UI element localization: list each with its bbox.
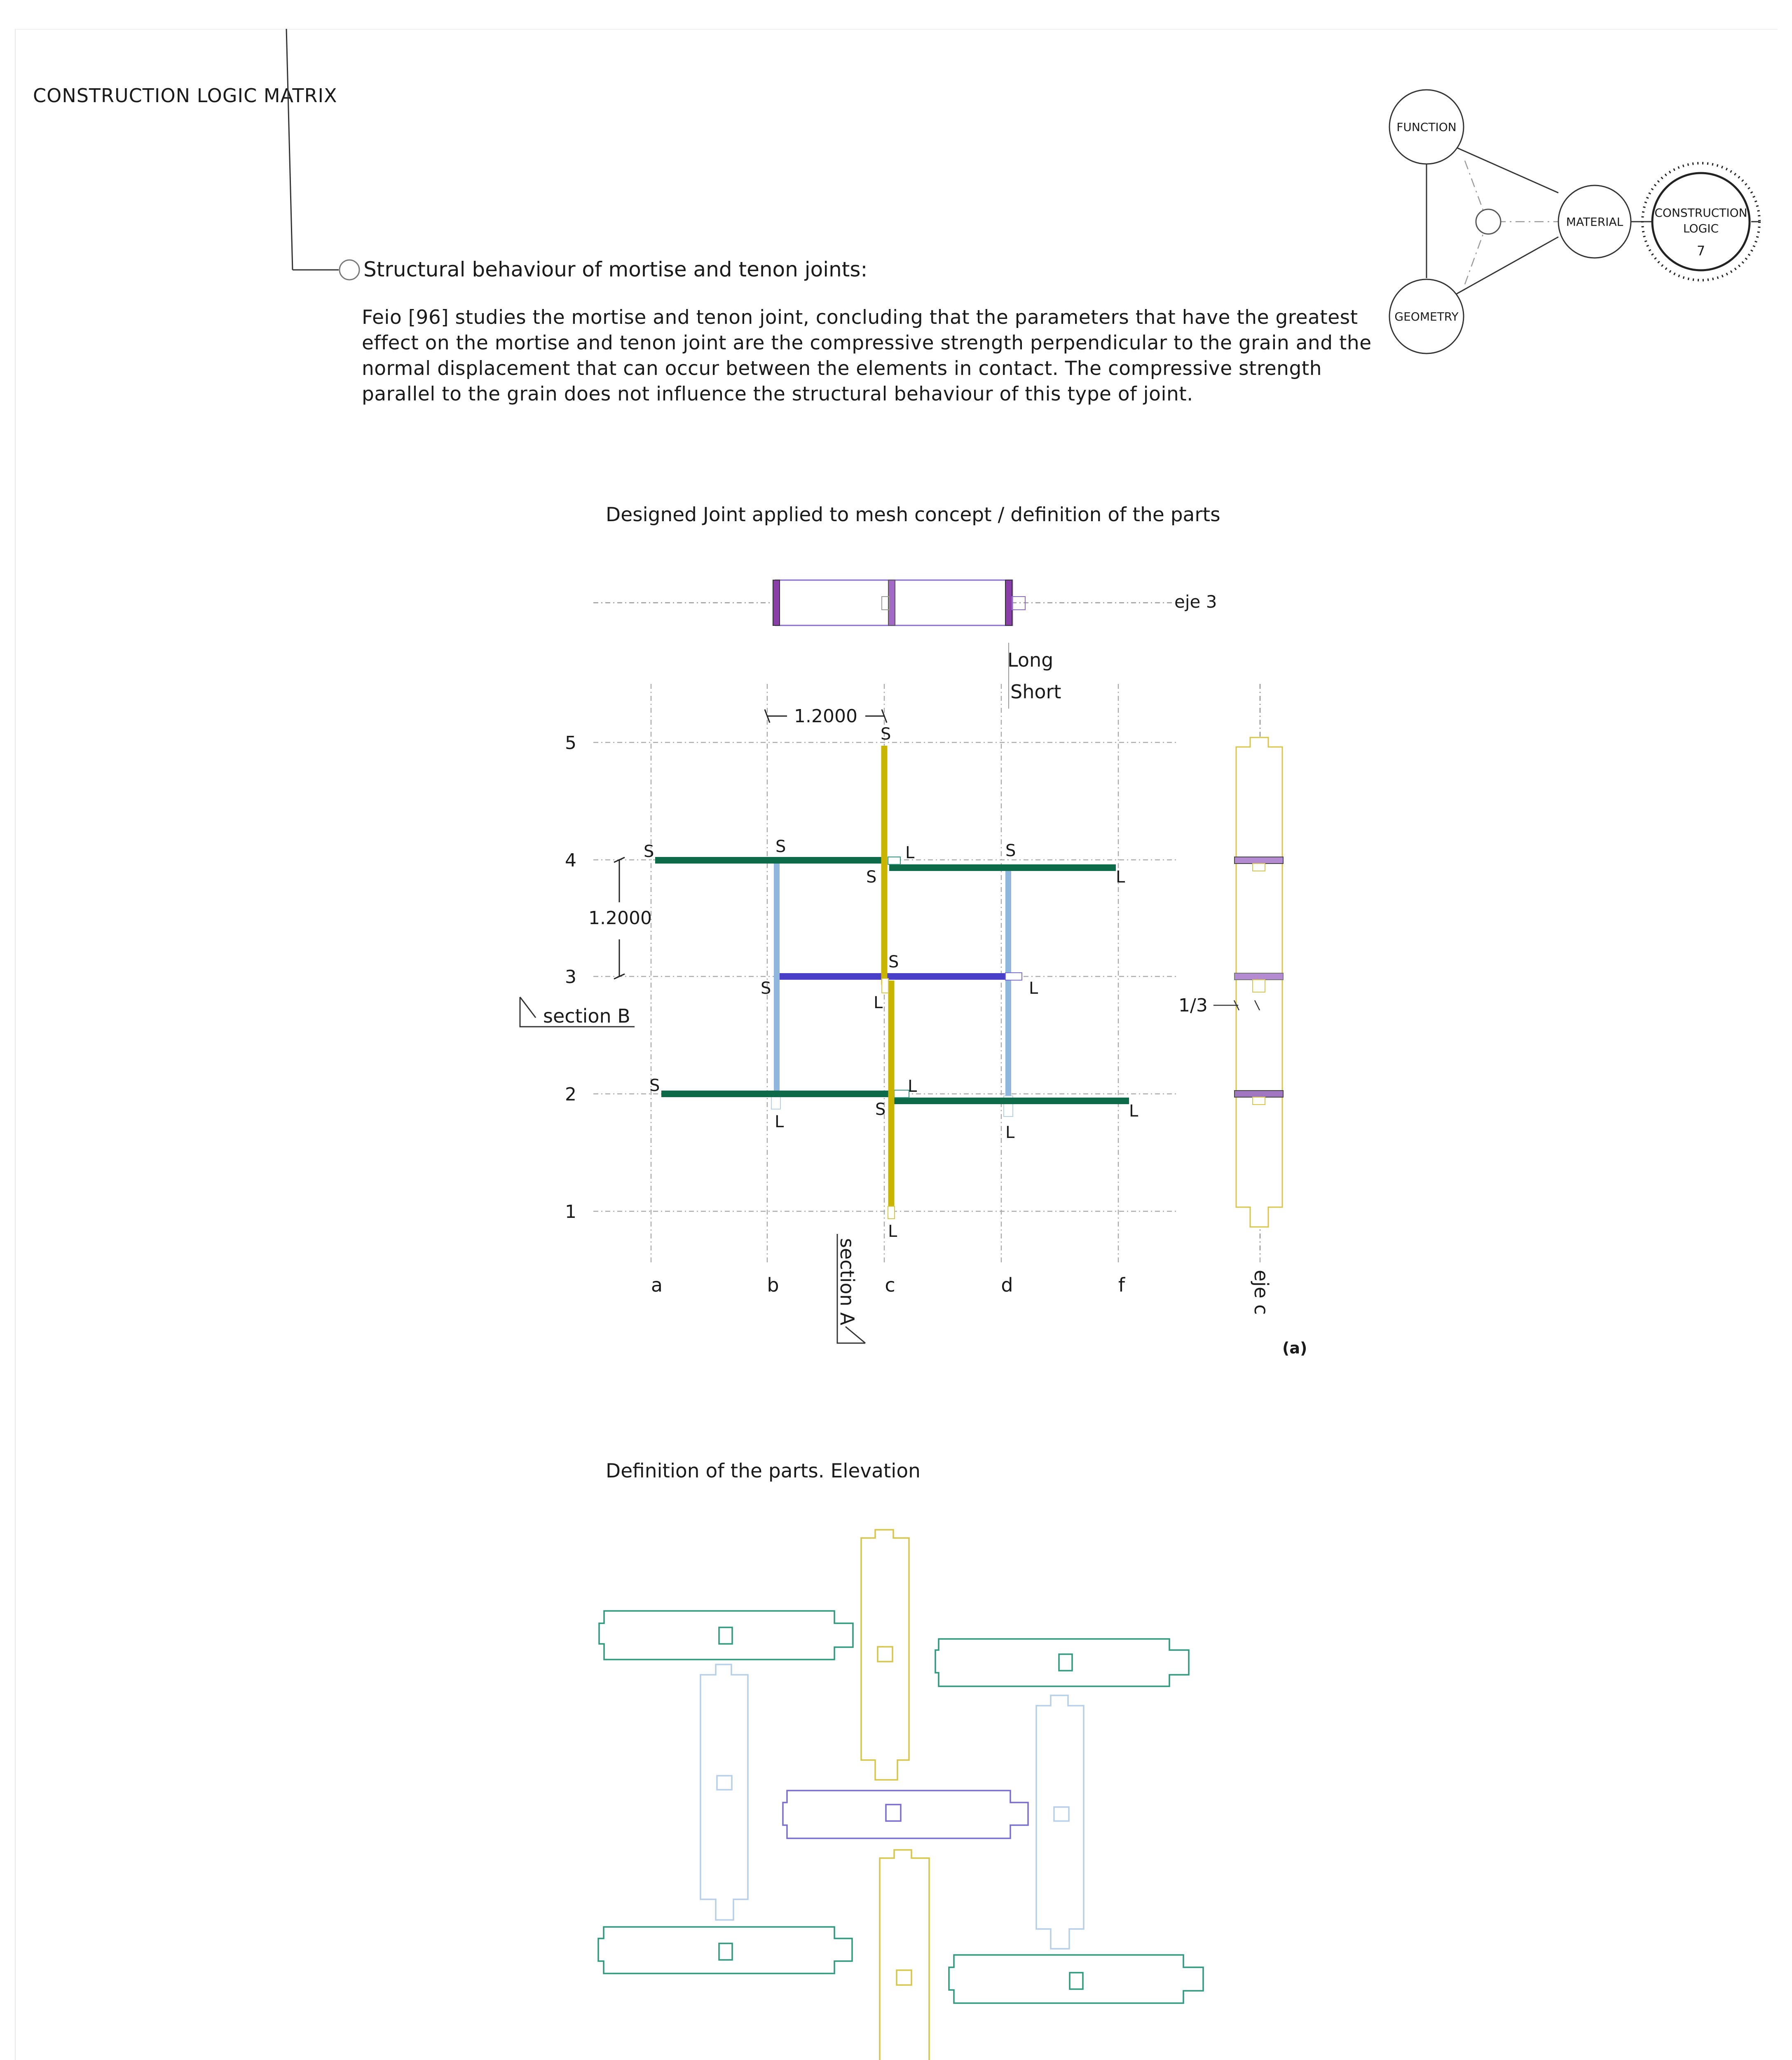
row-label-2: 2 <box>565 1084 576 1105</box>
part-purple-middle <box>783 1791 1028 1838</box>
column-label-b: b <box>767 1274 779 1296</box>
row-label-4: 4 <box>565 850 576 871</box>
end-marker-l: L <box>908 1077 917 1096</box>
end-marker-s: S <box>881 725 891 744</box>
elevation-parts <box>598 1530 1203 2060</box>
long-short-legend <box>1007 643 1061 709</box>
column-label-f: f <box>1118 1274 1125 1296</box>
figure-label-a: (a) <box>1282 1339 1307 1357</box>
dimension-vertical-label: 1.2000 <box>588 908 652 929</box>
part-blue-left <box>700 1664 748 1920</box>
logic-label: LOGIC <box>1683 222 1719 235</box>
axis-3-label: eje 3 <box>1174 592 1217 612</box>
matrix-center-node <box>1476 209 1501 234</box>
axis-c-label: eje c <box>1250 1270 1272 1315</box>
section-a-label: section A <box>836 1238 858 1325</box>
column-label-d: d <box>1001 1274 1013 1296</box>
section-heading: Structural behaviour of mortise and tenon joints: <box>363 258 868 281</box>
section-b-marker <box>520 997 635 1027</box>
part-green-top-right <box>935 1639 1189 1686</box>
part-yellow-top <box>861 1530 909 1780</box>
dimension-horizontal-label: 1.2000 <box>794 706 857 727</box>
column-label-c: c <box>885 1274 895 1296</box>
end-marker-l: L <box>874 993 883 1012</box>
end-marker-l: L <box>1029 979 1038 998</box>
section-b-label: section B <box>543 1005 630 1027</box>
plan-members <box>655 746 1129 1219</box>
long-label: Long <box>1007 649 1054 671</box>
elevation-caption: Definition of the parts. Elevation <box>606 1460 921 1482</box>
geometry-label: GEOMETRY <box>1394 310 1459 323</box>
end-marker-s: S <box>875 1100 886 1119</box>
title-leader <box>286 29 359 280</box>
row-label-5: 5 <box>565 733 576 754</box>
end-marker-s: S <box>649 1076 660 1095</box>
end-marker-l: L <box>888 1222 897 1241</box>
end-marker-s: S <box>1005 841 1016 860</box>
function-label: FUNCTION <box>1396 120 1457 134</box>
part-yellow-bottom <box>880 1850 929 2060</box>
axis-3-strip <box>593 580 1217 625</box>
end-marker-l: L <box>775 1112 784 1131</box>
page-title: CONSTRUCTION LOGIC MATRIX <box>33 84 337 107</box>
construction-number: 7 <box>1696 243 1705 259</box>
end-marker-l: L <box>1116 868 1125 887</box>
section-a-marker <box>836 1234 865 1343</box>
construction-label: CONSTRUCTION <box>1654 206 1747 220</box>
logic-matrix-diagram <box>1389 90 1759 353</box>
third-label: 1/3 <box>1178 995 1208 1016</box>
end-marker-s: S <box>888 953 899 971</box>
material-label: MATERIAL <box>1566 215 1623 229</box>
row-label-3: 3 <box>565 967 576 988</box>
part-green-bottom-left <box>598 1927 852 1973</box>
end-marker-l: L <box>1005 1123 1015 1142</box>
plan-caption: Designed Joint applied to mesh concept / definition of the parts <box>606 503 1220 526</box>
column-label-a: a <box>651 1274 663 1296</box>
end-marker-l: L <box>905 843 915 862</box>
end-marker-l: L <box>1129 1102 1138 1121</box>
part-green-bottom-right <box>949 1955 1203 2003</box>
end-marker-s: S <box>775 837 786 856</box>
end-marker-s: S <box>866 868 877 887</box>
part-green-top-left <box>599 1611 853 1660</box>
end-marker-s: S <box>644 842 654 861</box>
end-marker-s: S <box>761 979 771 998</box>
row-label-1: 1 <box>565 1201 576 1222</box>
part-blue-right <box>1036 1695 1084 1949</box>
short-label: Short <box>1010 681 1061 703</box>
axis-c-strip <box>1178 684 1283 1315</box>
body-paragraph: Feio [96] studies the mortise and tenon joint, concluding that the parameters that have the greatest effect on the mortise and tenon joint are the compressive strength perpendicular to the grain and the normal displacement that can occur between the elements in contact. The compressive strength parallel to the grain does not influence the structural behaviour of this type of joint. <box>362 306 1372 405</box>
